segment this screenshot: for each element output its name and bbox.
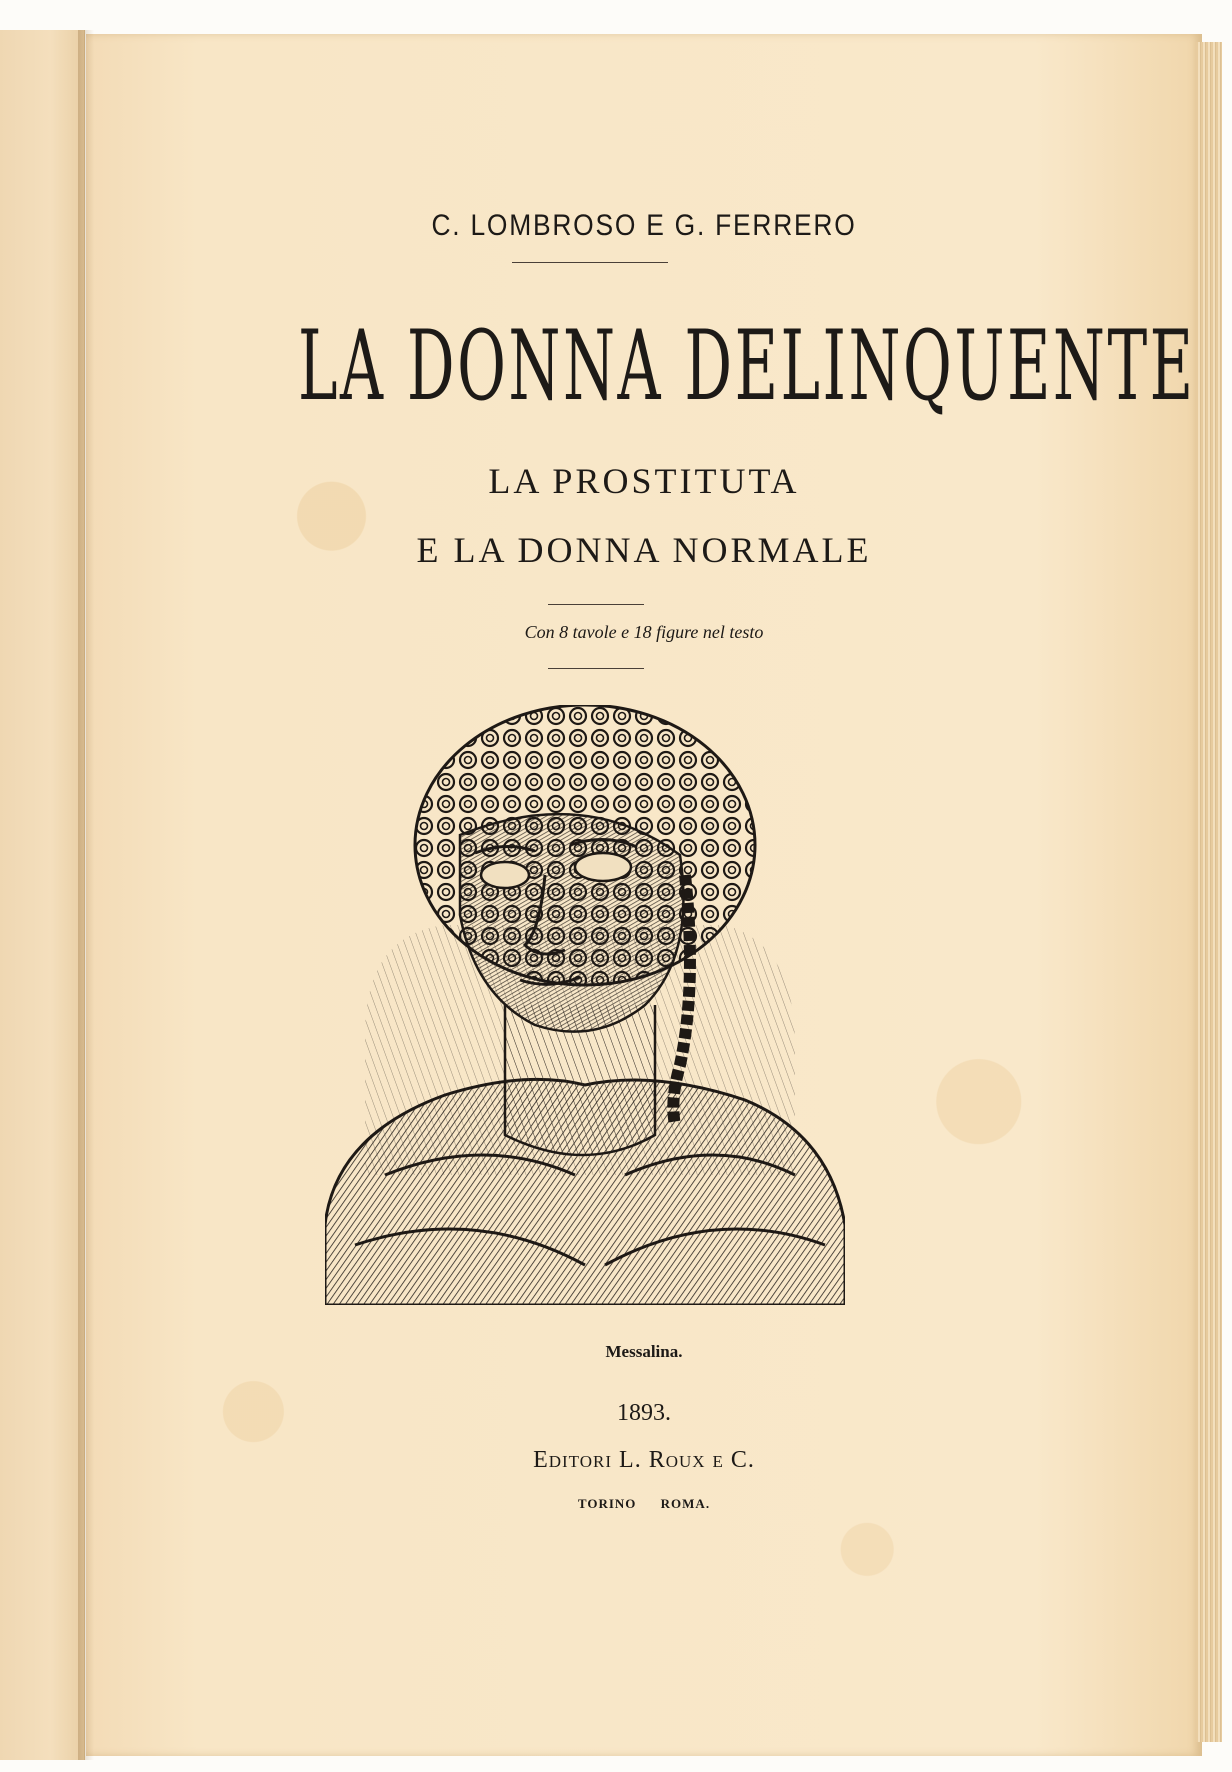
city-roma: ROMA. xyxy=(660,1496,711,1511)
book-title: LA DONNA DELINQUENTE xyxy=(298,310,1196,422)
plates-note: Con 8 tavole e 18 figure nel testo xyxy=(524,622,764,642)
engraved-bust-illustration xyxy=(325,705,845,1305)
city-torino: TORINO xyxy=(577,1496,637,1511)
subtitle-line-2: E LA DONNA NORMALE xyxy=(416,530,872,570)
publication-cities xyxy=(86,1496,1202,1512)
authors-line: C. LOMBROSO E G. FERRERO xyxy=(431,209,857,242)
publisher-line: Editori L. Roux e C. xyxy=(533,1447,755,1473)
divider-rule-bottom xyxy=(548,668,644,669)
divider-rule-top xyxy=(512,262,668,263)
page-fore-edge xyxy=(1196,42,1222,1742)
previous-page-edge xyxy=(0,30,85,1760)
subtitle-line-1: LA PROSTITUTA xyxy=(488,461,800,501)
divider-rule-middle xyxy=(548,604,644,605)
illustration-caption: Messalina. xyxy=(605,1342,683,1361)
publication-year: 1893. xyxy=(617,1400,671,1426)
